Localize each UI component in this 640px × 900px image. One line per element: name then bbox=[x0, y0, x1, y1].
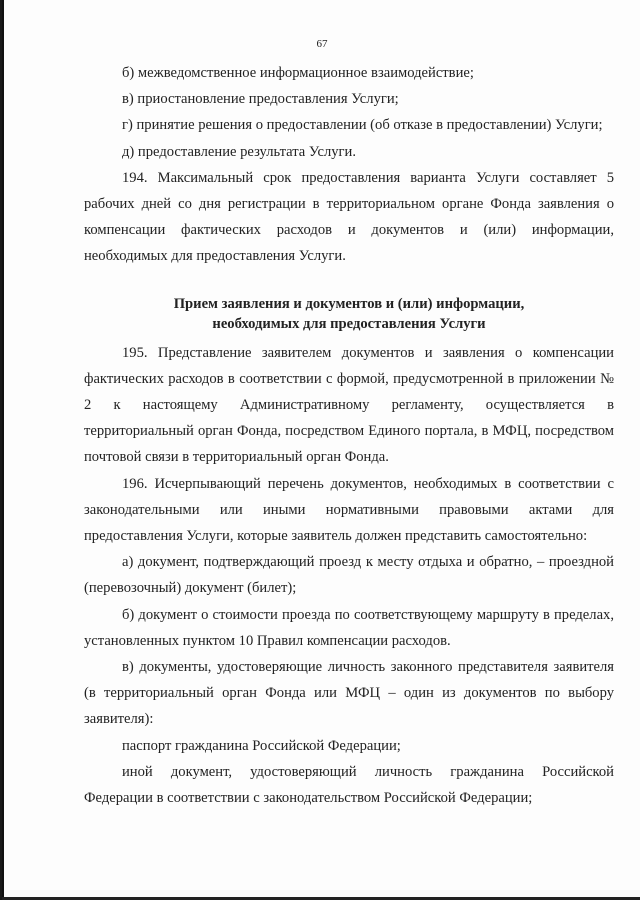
paragraph-g-decision: г) принятие решения о предоставлении (об отказе в предоставлении) Услуги; bbox=[122, 117, 603, 134]
paragraph-196-b: б) документ о стоимости проезда по соответствующему маршруту в пределах, установленных пунктом 10 Правил компенсации расходов. bbox=[84, 606, 614, 649]
scan-left-edge bbox=[2, 0, 4, 900]
paragraph-d-result: д) предоставление результата Услуги. bbox=[122, 143, 356, 160]
paragraph-194: 194. Максимальный срок предоставления варианта Услуги составляет 5 рабочих дней со дня регистрации в территориальном органе Фонда заявления о компенсации фактических расходов и документов и (или) информации, необходимых для предоставления Услуги. bbox=[84, 169, 614, 265]
section-heading-line-1: Прием заявления и документов и (или) информации, bbox=[173, 295, 525, 312]
section-heading-line-2: необходимых для предоставления Услуги bbox=[212, 315, 486, 332]
paragraph-v-suspension: в) приостановление предоставления Услуги; bbox=[122, 91, 399, 108]
page-number: 67 bbox=[316, 38, 328, 50]
paragraph-other-id: иной документ, удостоверяющий личность гражданина Российской Федерации в соответствии с законодательством Российской Федерации; bbox=[84, 763, 614, 807]
paragraph-195: 195. Представление заявителем документов и заявления о компенсации фактических расходов в соответствии с формой, предусмотренной в приложении № 2 к настоящему Административному регламенту, осуществляется в территориальный орган Фонда, посредством Единого портала, в МФЦ, посредством почтовой связи в территориальный орган Фонда. bbox=[84, 344, 614, 466]
document-body bbox=[84, 60, 614, 811]
paragraph-b-interaction: б) межведомственное информационное взаимодействие; bbox=[122, 65, 474, 81]
paragraph-196-a: а) документ, подтверждающий проезд к месту отдыха и обратно, – проездной (перевозочный) документ (билет); bbox=[84, 554, 614, 597]
paragraph-196: 196. Исчерпывающий перечень документов, необходимых в соответствии с законодательными или иными нормативными правовыми актами для предоставления Услуги, которые заявитель должен представить самостоятельно: bbox=[84, 475, 614, 545]
section-heading bbox=[84, 294, 614, 334]
paragraph-196-v: в) документы, удостоверяющие личность законного представителя заявителя (в территориальный орган Фонда или МФЦ – один из документов по выбору заявителя): bbox=[84, 659, 614, 728]
paragraph-passport: паспорт гражданина Российской Федерации; bbox=[122, 737, 401, 754]
